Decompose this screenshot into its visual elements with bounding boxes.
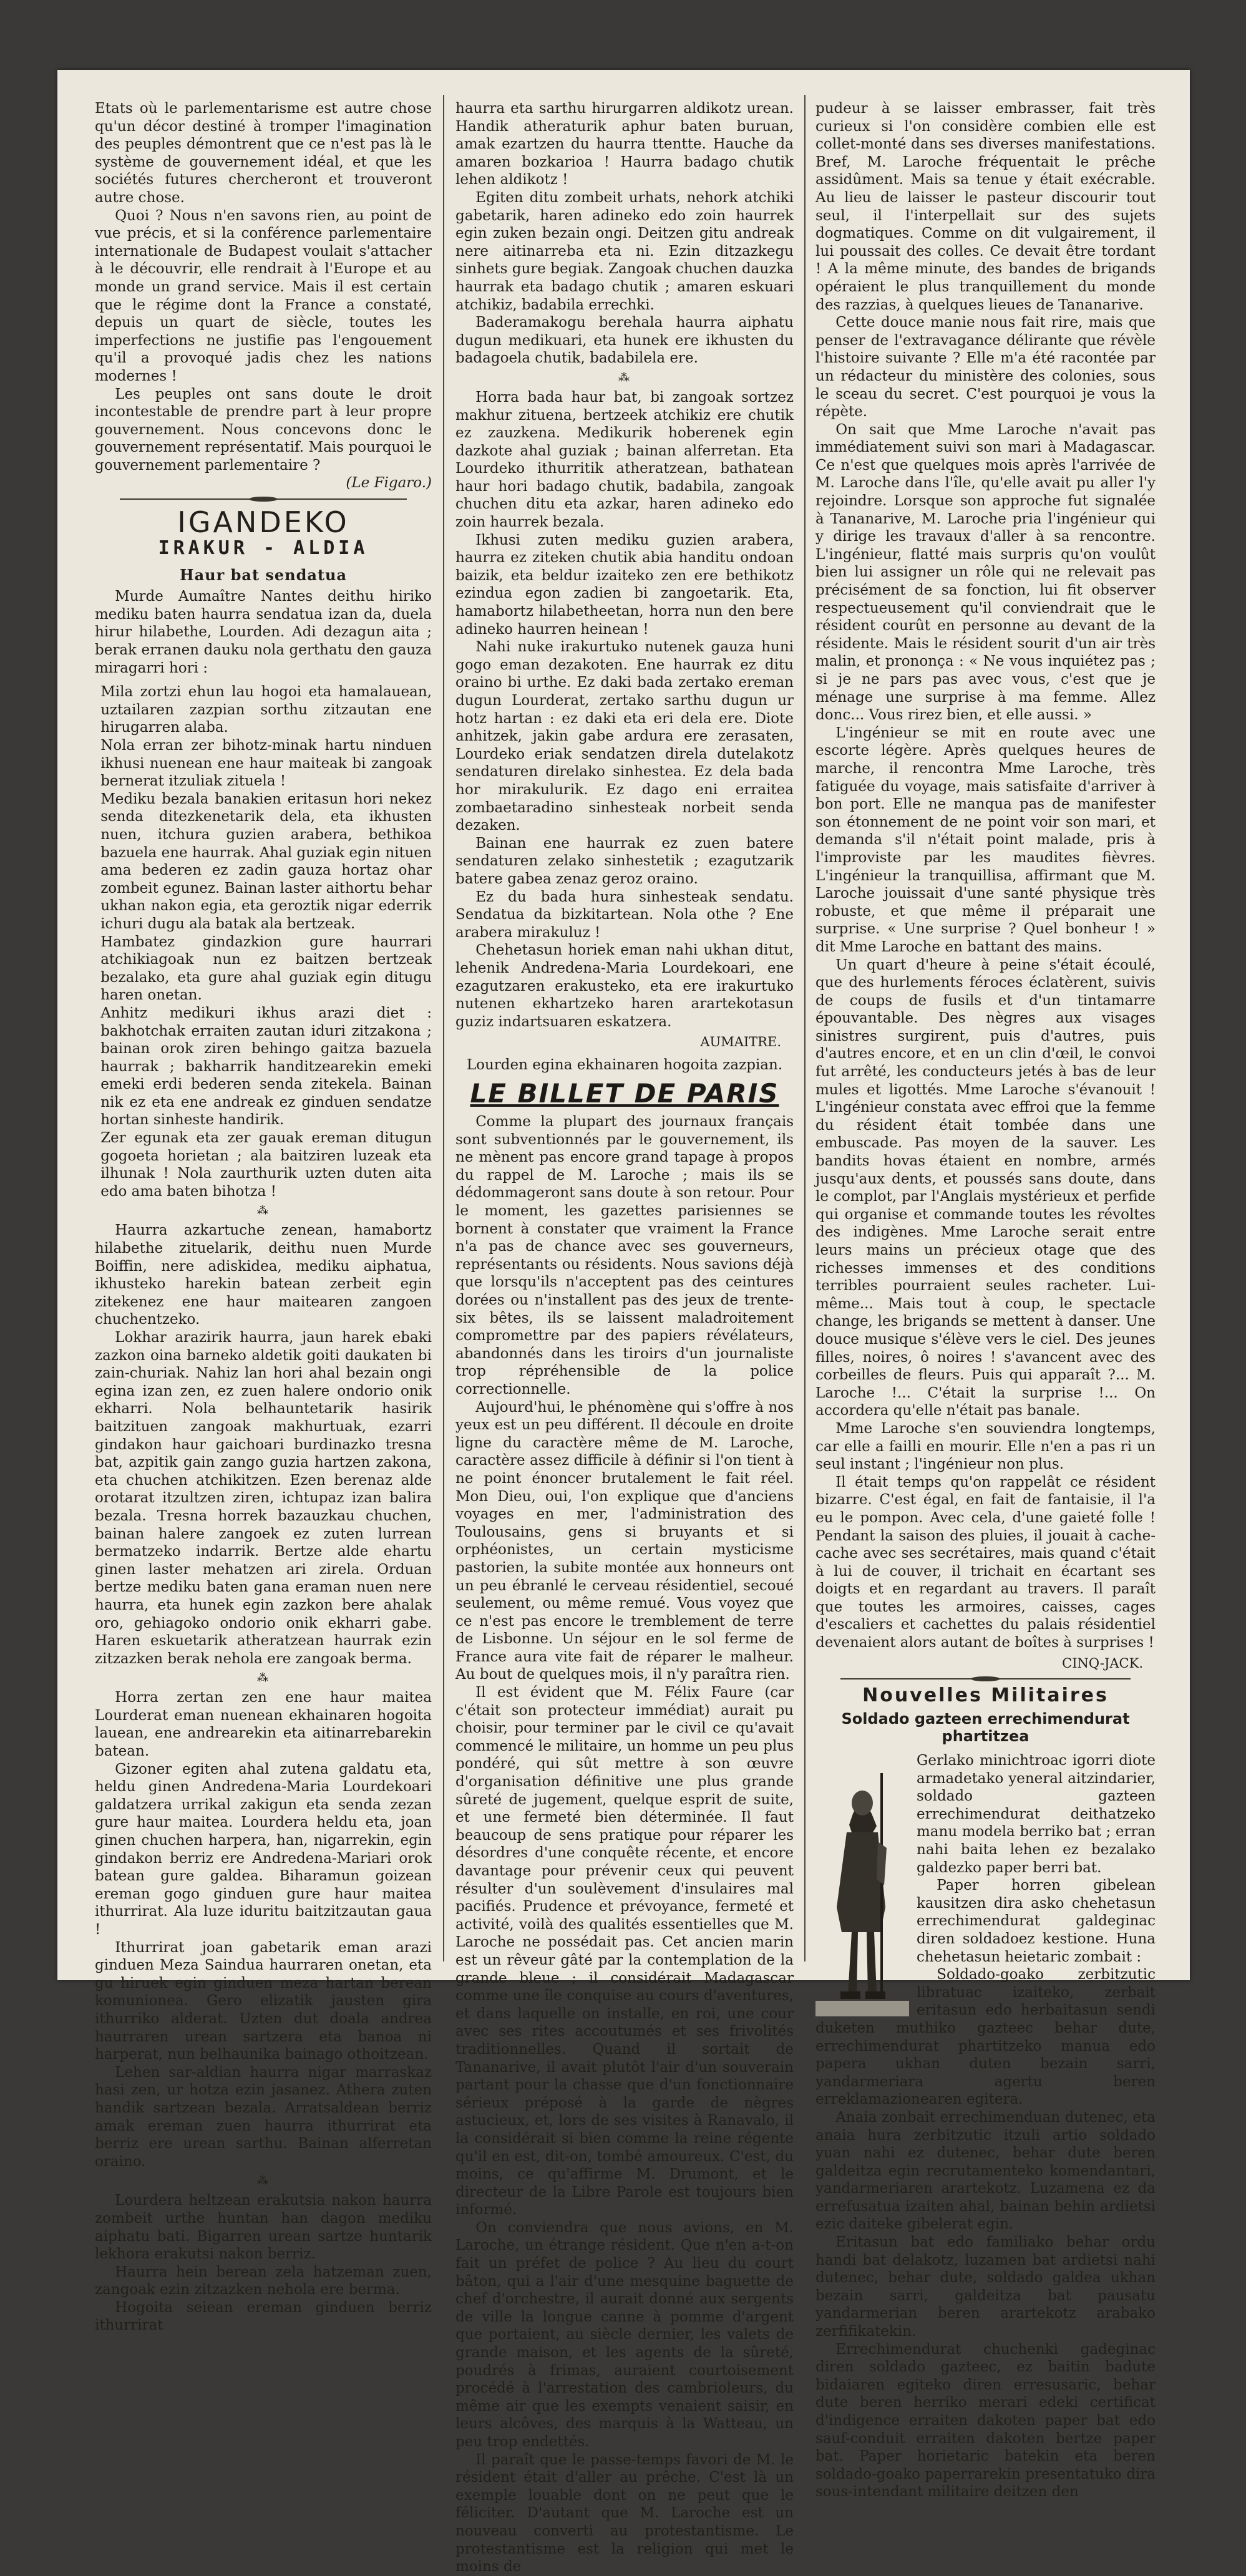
story-paragraph: Hogoita seiean ereman ginduen berriz ithurrirat [95, 2299, 432, 2334]
story-paragraph: Mila zortzi ehun lau hogoi eta hamalauean, uztailaren zazpian sorthu zitzautan ene hirugarren alaba. [100, 684, 432, 736]
soldier-illustration [815, 1754, 909, 2016]
nouvelles-paragraph: Soldado-goako zerbitzutic libratuac izaiteko, zerbait eritasun edo herbaitasun sendi duketen muthiko gazteec behar dute, errechimendurat phartitzeko manua edo papera ukhan duten bezain sarri, yandarmeriara agertu beren erreklamazionearen egitera. [815, 1966, 1156, 2108]
story-title: Haur bat sendatua [179, 565, 348, 584]
billet-paragraph: Aujourd'hui, le phénomène qui s'offre à nos yeux est un peu différent. Il découle en droite ligne du caractère même de M. Laroche, caractère assez difficile à définir si l'on tient à ne point énoncer brutalement le fait réel. Mon Dieu, oui, l'on explique que d'anciens voyages en mer, l'administration des Toulousains, gens si bruyants et si orphéonistes, un certain mysticisme pastorien, la subite montée aux honneurs ont un peu ébranlé le cerveau résidentiel, secoué seulement, ou même remué. Vous voyez que ce n'est pas encore le tremblement de terre de Lisbonne. Un séjour en le sol ferme de France aura vite fait de réparer le malheur. Au bout de quelques mois, il n'y paraîtra rien. [455, 1399, 794, 1683]
story-paragraph: Nola erran zer bihotz-minak hartu ninduen ikhusi nuenean ene haur maiteak bi zangoak bernerat itzuliak zituela ! [100, 737, 432, 790]
billet-paragraph: Il était temps qu'on rappelât ce résident bizarre. C'est égal, en fait de fantaisie, il l'a eu le pompon. Avec cela, d'une gaieté folle ! Pendant la saison des pluies, il jouait à cache-cache avec ses secrétaires, mais quand c'était à lui de couver, il trichait en écartant ses doigts et en regardant au travers. Il paraît que toutes les armoires, caisses, cages d'escaliers et cachettes du palais résidentiel devenaient alors autant de boîtes à surprises ! [815, 1474, 1156, 1651]
source-credit: (Le Figaro.) [346, 475, 432, 492]
story-paragraph: Haurra azkartuche zenean, hamabortz hilabethe zituelarik, deithu nuen Murde Boiffin, nere adiskidea, mediku aiphatua, ikhusteko harekin batean zerbeit egin zitekenez ene haur maitearen zangoen chuchentzeko. [95, 1222, 432, 1328]
story-paragraph: Egiten ditu zombeit urhats, nehork atchiki gabetarik, haren adineko edo zoin haurrek egin zuken bezain ongi. Deitzen gitu andreak nere aitinarreba eta ni. Ezin ditzazkegu sinhets gure begiak. Zangoak chuchen dauzka haurrak eta badago chutik ; amaren eskuari atchikiz, badabila errechki. [455, 189, 794, 313]
story-intro: Murde Aumaître Nantes deithu hiriko mediku baten haurra sendatua izan da, duela hirur hilabethe, Lourden. Adi dezagun aita ; berak erranen dauku nola gerthatu den gauza miragarri hori : [95, 588, 432, 676]
nouvelles-paragraph: Gerlako minichtroac igorri diote armadetako yeneral aitzindarier, soldado gazteen errechimendurat deithatzeko manu modela berriko bat ; erran nahi baita lehen ez bezalako galdezko paper berri bat. [917, 1752, 1156, 1876]
billet-paragraph: Cette douce manie nous fait rire, mais que penser de l'extravagance délirante que révèle l'histoire suivante ? Elle m'a été racontée par un rédacteur du ministère des colonies, sous le sceau du secret. C'est pourquoi je vous la répète. [815, 314, 1156, 420]
asterism-ornament: ⁂ [618, 371, 631, 384]
story-paragraph: Lourdera heltzean erakutsia nakon haurra zombeit urthe huntan han dagon mediku aiphatu bati. Bigarren urean sartze huntarik lekhora erakutsi nakon berriz. [95, 2192, 432, 2263]
story-paragraph: Anhitz medikuri ikhus arazi diet : bakhotchak erraiten zautan iduri zitzakona ; bainan orok ziren behingo gaitza bazuela haurrak ; bakharrik handitzearekin emeki emeki erdi bederen senda zitekela. Bainan nik ez eta ene andreak ez ginduen sendatze hortan sinheste handirik. [100, 1004, 432, 1129]
billet-title: LE BILLET DE PARIS [470, 1078, 779, 1109]
nouvelles-paragraph: Errechimendurat chuchenki gadeginac diren soldado gazteec, ez baitin badute bidaiaren egiteko diren erresusaric, behar dute beren herriko merari edeki certificat d'indigence erraiten dakoten paper bat edo sauf-conduit erraiten dakoten bertze paper bat. Paper horietaric batekin eta beren soldado-goako paperrarekin presentatuko dira sous-intendant militaire deitzen den [815, 2341, 1156, 2501]
story-paragraph: Lehen sar-aldian haurra nigar marraskaz hasi zen, ur hotza ezin jasanez. Athera zuten handik sartzean bezala. Arratsaldean berriz amak ereman zuen haurra ithurrirat eta berriz ere urean sarthu. Bainan alferretan oraino. [95, 2064, 432, 2170]
billet-paragraph: Un quart d'heure à peine s'était écoulé, que des hurlements féroces éclatèrent, suivis de coups de fusils et d'un tintamarre épouvantable. Des nègres aux visages sinistres surgirent, puis d'autres, puis d'autres encore, et en un clin d'œil, le convoi fut arrêté, les conducteurs jetés à bas de leur mules et ligottés. Mme Laroche s'évanouit ! L'ingénieur constata avec effroi que la femme du résident était tombée dans une embuscade. Pas moyen de la sauver. Les bandits hovas étaient en nombre, armés jusqu'aux dents, et poussés sans doute, dans le complot, par l'Anglais mystérieux et perfide qui organise et commande toutes les révoltes des indigènes. Mme Laroche serait entre leurs mains un précieux otage que des richesses immenses et des conditions terribles pourraient seules racheter. Lui-même... Mais tout à coup, le spectacle change, les brigands se mettent à danser. Une douce musique s'élève vers le ciel. Des jeunes filles, noires, ô noires ! s'avancent avec des corbeilles de fleurs. Puis qui apparaît ?... M. Laroche !... C'était la surprise !... On accordera qu'elle n'était pas banale. [815, 956, 1156, 1419]
story-paragraph: Baderamakogu berehala haurra aiphatu dugun medikuari, eta hunek ere ikhusten du badagoela chutik, badabilela ere. [455, 314, 794, 367]
column-2 [455, 100, 794, 2576]
billet-paragraph: Il est évident que M. Félix Faure (car c'était son protecteur immédiat) aurait pu choisir, pour terminer par le civil ce qu'avait commencé le militaire, un homme un peu plus pondéré, qui sût mettre à son œuvre d'organisation définitive une plus grande sûreté de jugement, quelque esprit de suite, et une fermeté bien déterminée. Il faut beaucoup de sens pratique pour réparer les désordres d'une conquête récente, et encore davantage pour prévenir ceux qui peuvent résulter d'un soulèvement d'insulaires mal pacifiés. Prudence et prévoyance, fermeté et activité, voilà des qualités essentielles que M. Laroche ne possédait pas. Cet ancien marin est un rêveur gâté par la contemplation de la grande bleue ; il considérait Madagascar comme une île conquise au cours d'aventures, et dans laquelle on installe, en roi, une cour avec ses rites accoutumés et ses frivolités traditionnelles. Quand il sortait de Tananarive, il avait plutôt l'air d'un souverain partant pour la chasse que d'un fonctionnaire sérieux préposé à la garde de nègres astucieux, et, lors de ses visites à Ranavalo, il la considérait si bien comme la reine régente qu'il en est, dit-on, tombé amoureux. C'est, du moins, ce qu'affirme M. Drumont, et le directeur de la Libre Parole est toujours bien informé. [455, 1684, 794, 2219]
story-body [95, 683, 432, 1200]
story-paragraph: Bainan ene haurrak ez zuen batere sendaturen zelako sinhestetik ; ezagutzarik batere gabea zenaz geroz oraino. [455, 835, 794, 887]
story-paragraph: Nahi nuke irakurtuko nutenek gauza huni gogo eman dezakoten. Ene haurrak ez ditu oraino bi urthe. Ez daki bada zertako ereman dugun Lourderat, zertako sarthu dugun ur hotz hartan : ez daki eta eri dela ere. Diote anhitzek, jakin gabe ardura ere zerasaten, Lourdeko eriak sendatzen direla dutelakotz sendaturen direlako sinhestea. Ez dela bada hor mirakulurik. Ez dago eni erraitea zombaetaradino sinhesteak norbeit senda dezaken. [455, 639, 794, 834]
billet-paragraph: pudeur à se laisser embrasser, fait très curieux si l'on considère combien elle est collet-monté dans ses diverses manifestations. Bref, M. Laroche fréquentait le prêche assidûment. Mais sa tenue y était exécrable. Au lieu de laisser le pasteur discourir tout seul, il l'interpellait sur des sujets dogmatiques. Comme on dit vulgairement, il lui poussait des colles. Ce devait être tordant ! A la même minute, des bandes de brigands opéraient le plus tranquillement du monde des razzias, à quelques lieues de Tananarive. [815, 100, 1156, 313]
story-paragraph: haurra eta sarthu hirurgarren aldikotz urean. Handik atheraturik aphur baten buruan, amak ezartzen du haurra ttentte. Hauche da amaren bozkarioa ! Haurra badago chutik lehen aldikotz ! [455, 100, 794, 188]
divider-ornament [120, 498, 407, 500]
story-paragraph: Lokhar arazirik haurra, jaun harek ebaki zazkon oina barneko aldetik goiti daukaten bi zain-churiak. Nahiz lan hori ahal bezain ongi egina izan zen, ez zuen halere ondorio onik ekharri. Nola belhauntetarik hasirik baitzituen zangoak makhurtuak, ezarri gindakon haur gaichoari burdinazko tresna bat, azpitik gain zango guzia hartzen zakona, eta chuchen atchikitzen. Ezen berenaz alde orotarat itzultzen ziren, ichtupaz izan balira bezala. Tresna horrek bazauzkau chuchen, bainan halere zangoek ez zuten lurrean bermatzeko indarrik. Bertze alde ehartu ginen laster mehatzen ari zirela. Orduan bertze mediku baten gana eraman nuen nere haurra, eta hunek egin zazkon bere ahalak oro, gehiagoko ondorio onik ekharri gabe. Haren eskuetarik atheratzean haurrak ezin zitzazken berak nehola ere zangoak berma. [95, 1329, 432, 1667]
billet-paragraph: Mme Laroche s'en souviendra longtemps, car elle a failli en mourir. Elle n'en a pas ri un seul instant ; l'ingénieur non plus. [815, 1420, 1156, 1473]
nouvelles-title: Nouvelles Militaires [862, 1684, 1109, 1707]
divider-ornament [840, 1678, 1131, 1679]
newspaper-page [57, 70, 1190, 2575]
intro-paragraph: Les peuples ont sans doute le droit incontestable de prendre part à leur propre gouvernement. Nous concevons donc le gouvernement représentatif. Mais pourquoi le gouvernement parlementaire ? [95, 386, 432, 474]
story-paragraph: Ez du bada hura sinhesteak sendatu. Sendatua da bizkitartean. Nola othe ? Ene arabera mirakuluz ! [455, 888, 794, 941]
billet-paragraph: On conviendra que nous avions, en M. Laroche, un étrange résident. Que n'en a-t-on fait un préfet de police ? Au lieu du court bâton, qui a l'air d'une mesquine baguette de chef d'orchestre, il aurait donné aux sergents de ville la longue canne à pomme d'argent que portaient, au siècle dernier, les valets de grande maison, et les agents de la sûreté, poudrés à frimas, auraient courtoisement procédé à l'arrestation des cambrioleurs, du même air que les exempts venaient saisir, en leurs alcôves, des marquis à la Watteau, un peu trop endettés. [455, 2219, 794, 2450]
column-rule [804, 95, 806, 1961]
nouvelles-subtitle: Soldado gazteen errechimendurat phartitzea [841, 1709, 1130, 1746]
nouvelles-paragraph: Eritasun bat edo familiako behar ordu handi bat delakotz, luzamen bat ardietsi nahi dutenec, behar dute, soldado galdea ukhan bezain sarri, galdeitza bat pausatu yandarmerian beren arartekotz arabako zerfifikatekin. [815, 2234, 1156, 2340]
asterism-ornament: ⁂ [257, 1671, 270, 1685]
column-rule [443, 95, 444, 1961]
story-paragraph: Haurra hein berean zela hatzeman zuen, zangoak ezin zitzazken nehola ere berma. [95, 2263, 432, 2298]
story-note: Lourden egina ekhainaren hogoita zazpian. [466, 1056, 783, 1073]
intro-paragraph: Etats où le parlementarisme est autre chose qu'un décor destiné à tromper l'imagination des peuples démontrent que ce n'est pas là le système de gouvernement idéal, et que les sociétés futures chercheront et trouveront autre chose. [95, 100, 432, 206]
story-paragraph: Mediku bezala banakien eritasun hori nekez senda ditezkenetarik dela, eta ikhusten nuen, itchura guzien arabera, bethikoa bazuela ene haurrak. Ahal guziak egin nituen ama bederen ez zadin gauza hortaz ohar zombeit egunez. Bainan laster aithortu behar ukhan nakon egia, eta geroztik nigar ederrik ichuri dugu ala batak ala bertzeak. [100, 790, 432, 932]
billet-paragraph: On sait que Mme Laroche n'avait pas immédiatement suivi son mari à Madagascar. Ce n'est que quelques mois après l'arrivée de M. Laroche dans l'île, qu'elle avait pu aller l'y rejoindre. Lorsque son approche fut signalée à Tananarive, M. Laroche pria l'ingénieur qui y dirige les travaux d'aller à sa rencontre. L'ingénieur, flatté mais surpris qu'on voulût bien lui assigner un rôle qui ne relevait pas précisément de sa fonction, lui fit observer respectueusement qu'il conviendrait que le résident courût en personne au devant de la résidente. Mais le résident sourit d'un air très malin, et prononça : « Ne vous inquiétez pas ; si je ne pars pas avec vous, c'est que je ménage une surprise à ma femme. Allez donc... Vous rirez bien, et elle aussi. » [815, 421, 1156, 724]
story-paragraph: Zer egunak eta zer gauak ereman ditugun gogoeta horietan ; ala baitziren luzeak eta ilhunak ! Nola zaurthurik uzten duten aita edo ama baten bihotza ! [100, 1130, 432, 1200]
section-title: IGANDEKO [177, 505, 349, 540]
asterism-ornament: ⁂ [257, 2174, 270, 2188]
column-3 [815, 100, 1156, 2501]
column-1 [95, 100, 432, 2335]
nouvelles-paragraph: Anaia zonbait errechimenduan dutenec, eta anaia hura zerbitzutic itzuli artio soldado yuan nahi ez dutenec, behar dute beren galdeitza egin recrutamenteko komendantari, yandarmeriaren arartekotz. Luzamena ez da errefusatua izaiten ahal, bainan behin ardietsi ezic daiteke gibelerat egin. [815, 2109, 1156, 2233]
section-subtitle: IRAKUR - ALDIA [158, 537, 369, 560]
story-paragraph: Ithurrirat joan gabetarik eman arazi ginduen Meza Saindua haurraren onetan, eta gu hiruek egin ginduen meza hartan berean komunionea. Gero elizatik jausten gira ithurriko alderat. Uzten dut doala andrea haurraren urean sartzera eta banoa ni harperat, nun belhaunika bainago othoitzean. [95, 1939, 432, 2063]
asterism-ornament: ⁂ [257, 1204, 270, 1218]
story-paragraph: Chehetasun horiek eman nahi ukhan ditut, lehenik Andredena-Maria Lourdekoari, ene ezagutzaren erakusteko, eta ere irakurtuko nutenen ekhartzeko haren arartekotasun guziz indartsuaren eskatzera. [455, 942, 794, 1030]
billet-signature: CINQ-JACK. [1062, 1655, 1143, 1671]
story-paragraph: Ikhusi zuten mediku guzien arabera, haurra ez ziteken chutik abia handitu ondoan baizik, eta beldur izaiteko zen ere bethikotz ezindua egon zadien bi zangoetarik. Eta, hamabortz hilabetheetan, horra nun den bere adineko haurren heinean ! [455, 532, 794, 638]
billet-paragraph: L'ingénieur se mit en route avec une escorte légère. Après quelques heures de marche, il rencontra Mme Laroche, très fatiguée du voyage, mais satisfaite d'arriver à bon port. Elle ne manqua pas de manifester son étonnement de ne point voir son mari, et demanda s'il n'était point malade, pris à l'improviste par les maudites fièvres. L'ingénieur la tranquillisa, affirmant que M. Laroche jouissait d'une santé physique très robuste, et que même il préparait une surprise. « Une surprise ? Quel bonheur ! » dit Mme Laroche en battant des mains. [815, 724, 1156, 955]
billet-paragraph: Comme la plupart des journaux français sont subventionnés par le gouvernement, ils ne mènent pas encore grand tapage à propos du rappel de M. Laroche ; mais ils se dédommageront sans doute à son retour. Pour le moment, les gazettes parisiennes se bornent à constater que vraiment la France n'a pas de chance avec ses gouverneurs, représentants ou résidents. Nous savions déjà que lorsqu'ils n'acceptent pas des ceintures dorées ou n'installent pas des jeux de trente-six bêtes, ils se laissent maladroitement compromettre par des papiers révélateurs, abandonnés dans les tiroirs d'un journaliste trop répréhensible de la police correctionnelle. [455, 1114, 794, 1397]
story-paragraph: Horra zertan zen ene haur maitea Lourderat eman nuenean ekhainaren hogoita lauean, ene andrearekin eta aitinarrebarekin batean. [95, 1689, 432, 1760]
intro-paragraph: Quoi ? Nous n'en savons rien, au point de vue précis, et si la conférence parlementaire internationale de Budapest voulait s'attacher à le découvrir, elle rendrait à l'Europe et au monde un grand service. Mais il est certain que le régime dont la France a constaté, depuis un quart de siècle, toutes les imperfections ne justifie pas l'engouement qu'il a provoqué jadis chez les nations modernes ! [95, 207, 432, 384]
story-paragraph: Horra bada haur bat, bi zangoak sortzez makhur zituena, bertzeek atchikiz ere chutik ez zauzkena. Medikurik hoberenek egin dazkote ahal guziak ; bainan alferretan. Eta Lourdeko ithurritik atheratzean, bathatean haur hori badago chutik, badabila, zangoak chuchen ditu eta azkar, haren adineko edo zoin haurrek bezala. [455, 389, 794, 531]
story-signature: AUMAITRE. [700, 1034, 781, 1050]
nouvelles-paragraph: Paper horren gibelean kausitzen dira asko chehetasun errechimendurat galdeginac diren soldadoez kestione. Huna chehetasun heietaric zombait : [917, 1877, 1156, 1965]
story-paragraph: Gizoner egiten ahal zutena galdatu eta, heldu ginen Andredena-Maria Lourdekoari galdatzera urrikal zakigun eta senda zezan gure haur maitea. Lourdera heldu eta, joan ginen chuchen harpera, han, nigarrekin, egin gindakon berriz ere Andredena-Mariari orok batean gure galdea. Biharamun goizean ereman gogo ginduen gure haur maitea ithurrirat. Ala luze iduritu baitzitzautan gaua ! [95, 1761, 432, 1938]
billet-paragraph: Il paraît que le passe-temps favori de M. le résident était d'aller au prêche. C'est là un exemple louable dont on ne peut que le féliciter. D'autant que M. Laroche est un nouveau converti au protestantisme. Le protestantisme est la religion qui met le moins de [455, 2451, 794, 2575]
story-paragraph: Hambatez gindazkion gure haurrari atchikiagoak nun ez baitzen bertzeak bezalako, eta gure ahal guziak egin ditugu haren onetan. [100, 933, 432, 1004]
